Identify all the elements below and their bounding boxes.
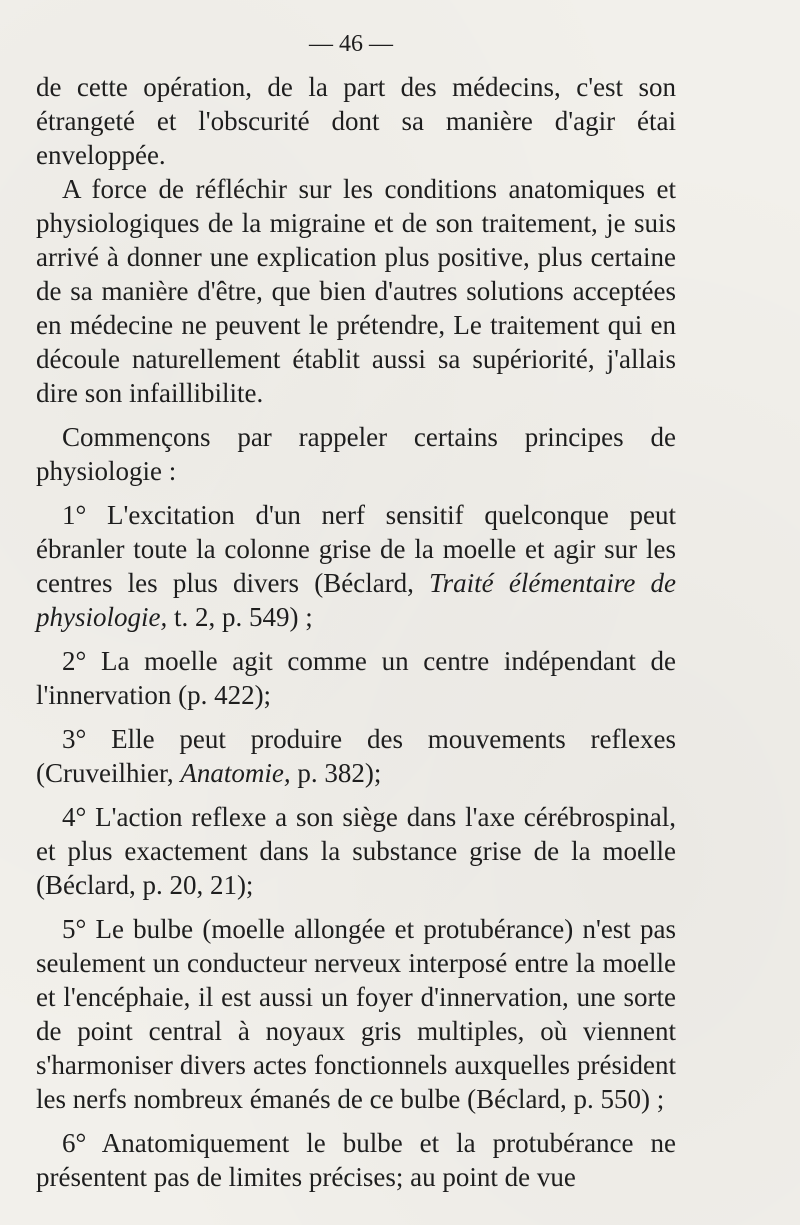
principle-3-citation-title: Anatomie, (180, 758, 291, 788)
principle-3 (36, 722, 676, 790)
principle-5: 5° Le bulbe (moelle allongée et protubérance) n'est pas seulement un conducteur nerveux interposé entre la moelle et l'encéphaie, il est aussi un foyer d'innervation, une sorte de point central à noyaux gris multiples, où viennent s'harmoniser divers actes fonctionnels auxquelles président les nerfs nombreux émanés de ce bulbe (Béclard, p. 550) ; (36, 914, 676, 1114)
paragraph-continuation: de cette opération, de la part des médecins, c'est son étrangeté et l'obscurité dont sa manière d'agir étai enveloppée. (36, 72, 676, 170)
paragraph-intro-principles: Commençons par rappeler certains principes de physiologie : (36, 422, 676, 486)
page-content (36, 30, 676, 1194)
principle-6: 6° Anatomiquement le bulbe et la protubérance ne présentent pas de limites précises; au point de vue (36, 1128, 676, 1192)
page-number: — 46 — (309, 31, 393, 57)
principle-3-citation-ref: p. 382); (290, 758, 382, 788)
principle-2: 2° La moelle agit comme un centre indépendant de l'innervation (p. 422); (36, 646, 676, 710)
principle-1-citation-title: Traité élémentaire de physiologie, (36, 568, 676, 632)
principle-4: 4° L'action reflexe a son siège dans l'axe cérébrospinal, et plus exactement dans la substance grise de la moelle (Béclard, p. 20, 21); (36, 802, 676, 900)
principle-1-text: 1° L'excitation d'un nerf sensitif quelconque peut ébranler toute la colonne grise de la moelle et agir sur les centres les plus divers (Béclard, (36, 500, 676, 598)
principle-1 (36, 498, 676, 634)
paragraph-reflection: A force de réfléchir sur les conditions anatomiques et physiologiques de la migraine et de son traitement, je suis arrivé à donner une explication plus positive, plus certaine de sa manière d'être, que bien d'autres solutions acceptées en médecine ne peuvent le prétendre, Le traitement qui en découle naturellement établit aussi sa supériorité, j'allais dire son infaillibilite. (36, 174, 676, 408)
principle-3-text: 3° Elle peut produire des mouvements reflexes (Cruveilhier, (36, 724, 676, 788)
principle-1-citation-ref: t. 2, p. 549) ; (167, 602, 313, 632)
